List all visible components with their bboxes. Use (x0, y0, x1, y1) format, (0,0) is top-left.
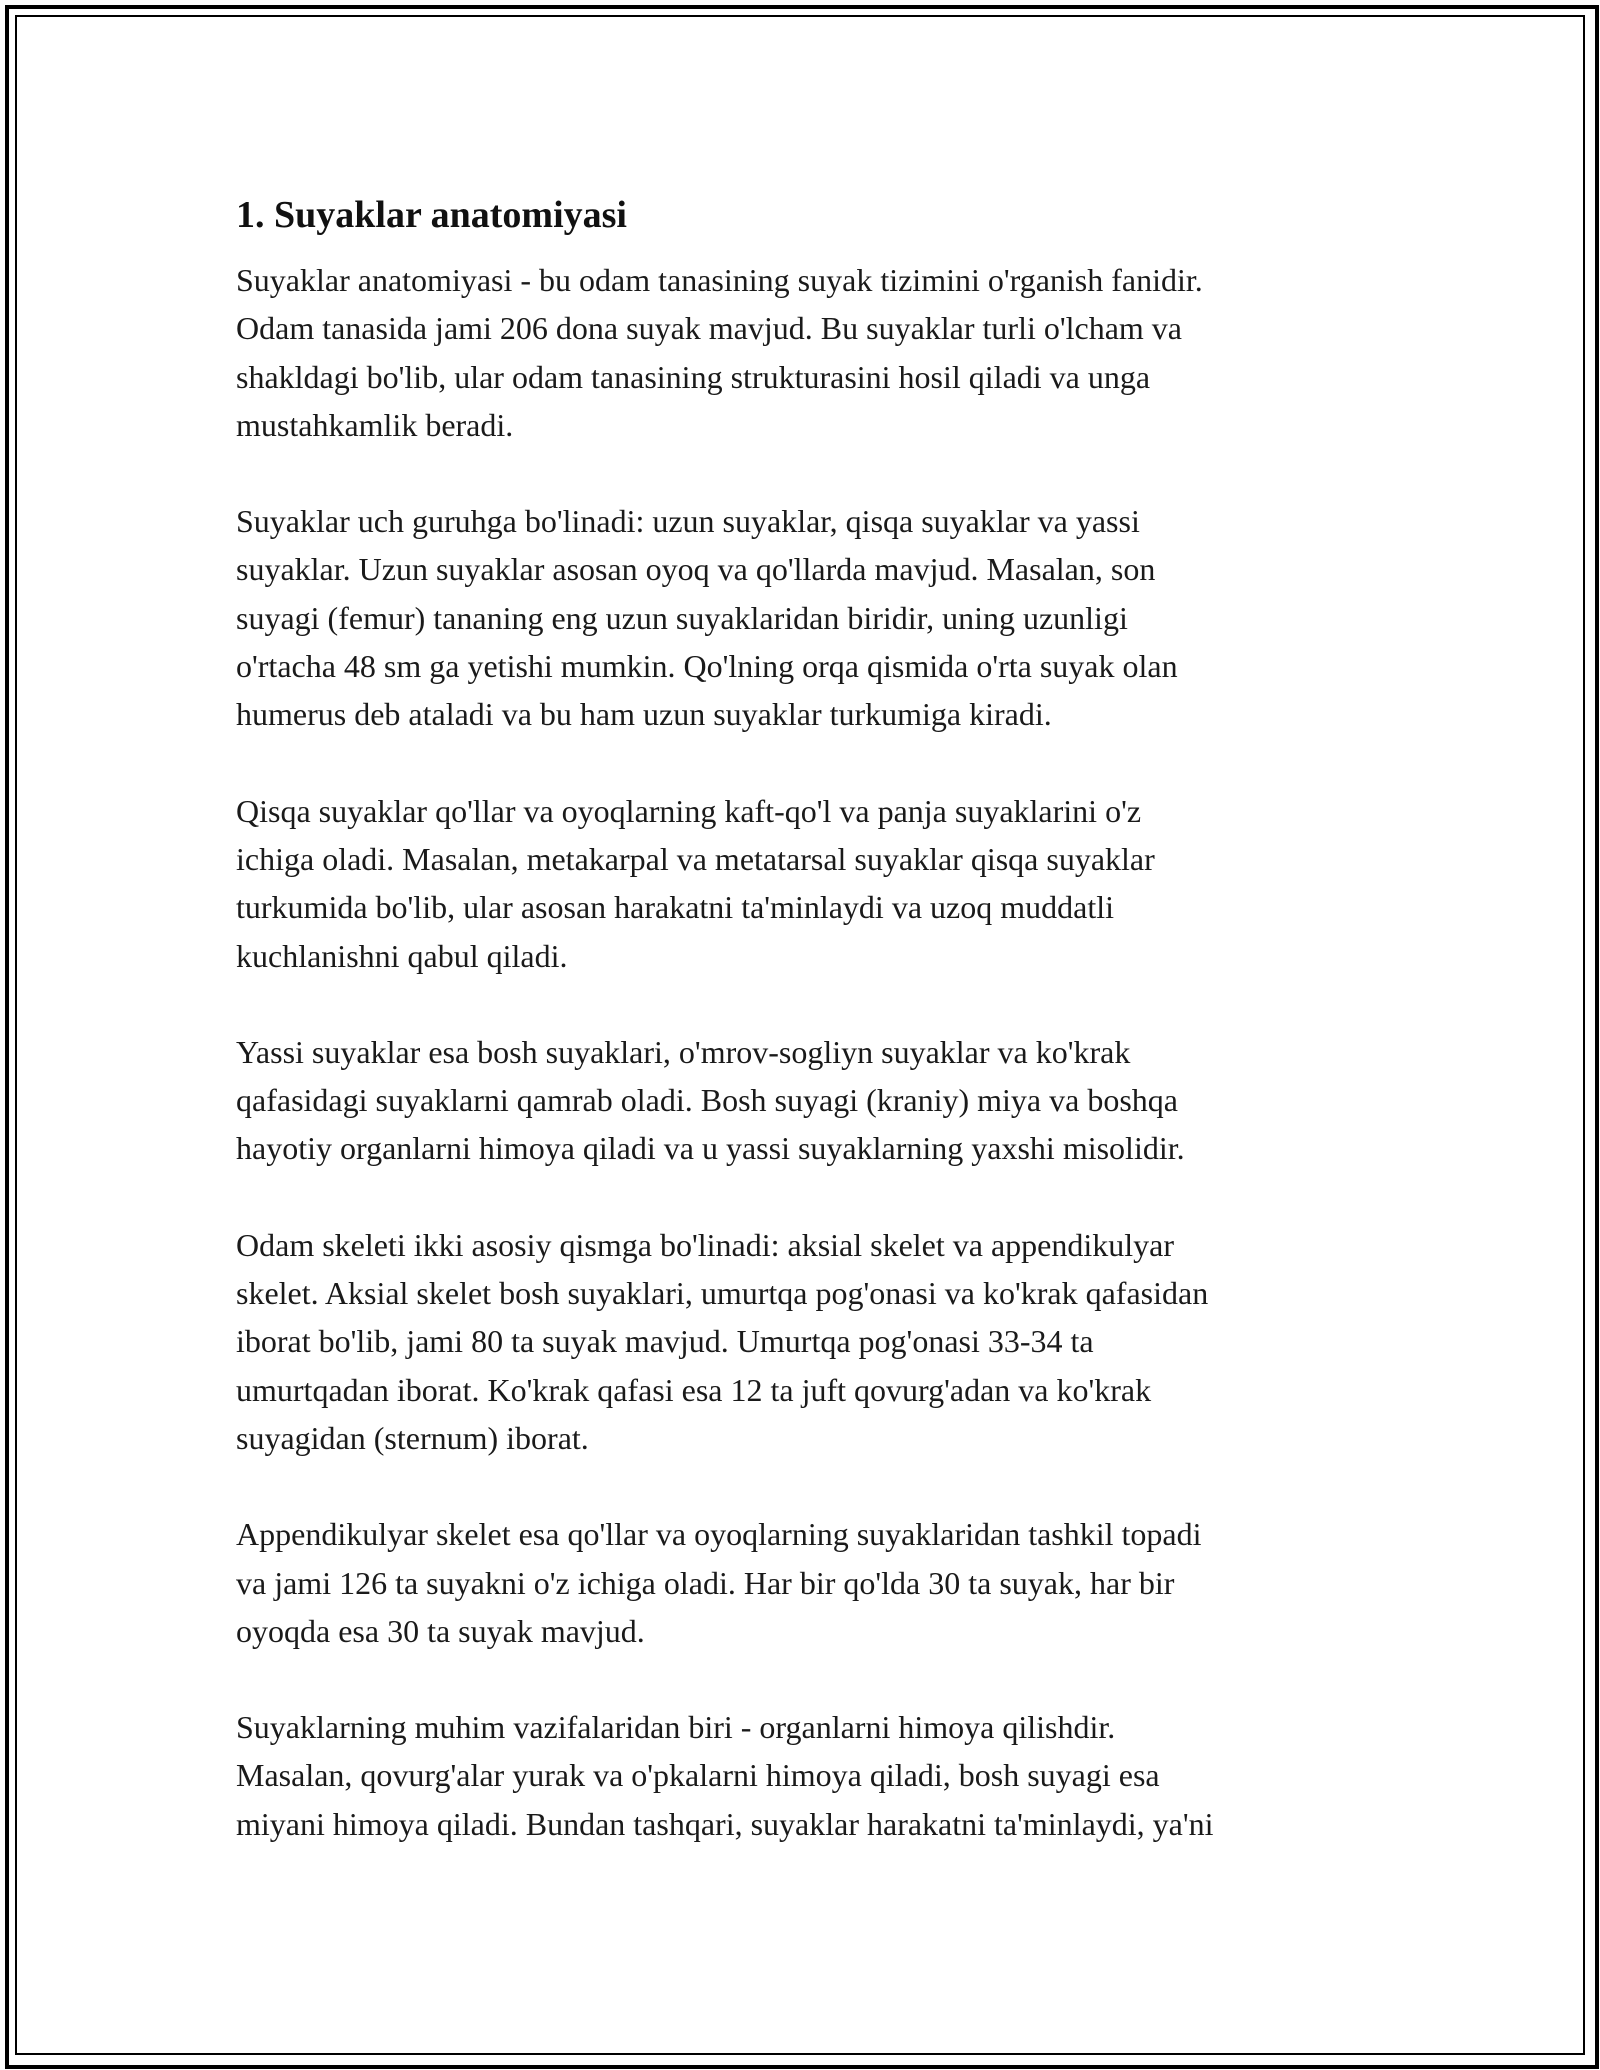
paragraph (236, 1703, 1376, 1848)
paragraph (236, 787, 1376, 980)
text-line: Suyaklarning muhim vazifalaridan biri - organlarni himoya qilishdir. (236, 1709, 1116, 1746)
text-line: suyagi (femur) tananing eng uzun suyaklaridan biridir, uning uzunligi (236, 599, 1128, 636)
text-line: Odam tanasida jami 206 dona suyak mavjud. Bu suyaklar turli o'lcham va (236, 310, 1182, 347)
paragraph (236, 1510, 1376, 1655)
paragraph-list (236, 256, 1376, 1848)
text-line: Appendikulyar skelet esa qo'llar va oyoqlarning suyaklaridan tashkil topadi (236, 1516, 1202, 1553)
text-line: ichiga oladi. Masalan, metakarpal va metatarsal suyaklar qisqa suyaklar (236, 840, 1155, 877)
text-line: mustahkamlik beradi. (236, 406, 514, 443)
text-line: skelet. Aksial skelet bosh suyaklari, umurtqa pog'onasi va ko'krak qafasidan (236, 1275, 1209, 1312)
text-line: Yassi suyaklar esa bosh suyaklari, o'mrov-sogliyn suyaklar va ko'krak (236, 1033, 1131, 1070)
text-line: oyoqda esa 30 ta suyak mavjud. (236, 1612, 645, 1649)
paragraph (236, 497, 1376, 738)
text-line: hayotiy organlarni himoya qiladi va u yassi suyaklarning yaxshi misolidir. (236, 1130, 1185, 1167)
paragraph (236, 1221, 1376, 1462)
text-line: Suyaklar uch guruhga bo'linadi: uzun suyaklar, qisqa suyaklar va yassi (236, 503, 1140, 540)
text-line: turkumida bo'lib, ular asosan harakatni ta'minlaydi va uzoq muddatli (236, 889, 1114, 926)
text-line: humerus deb ataladi va bu ham uzun suyaklar turkumiga kiradi. (236, 696, 1052, 733)
text-line: va jami 126 ta suyakni o'z ichiga oladi. Har bir qo'lda 30 ta suyak, har bir (236, 1564, 1175, 1601)
paragraph (236, 256, 1376, 449)
paragraph (236, 1028, 1376, 1173)
text-line: Suyaklar anatomiyasi - bu odam tanasining suyak tizimini o'rganish fanidir. (236, 262, 1203, 298)
text-line: Qisqa suyaklar qo'llar va oyoqlarning kaft-qo'l va panja suyaklarini o'z (236, 792, 1142, 829)
text-line: qafasidagi suyaklarni qamrab oladi. Bosh suyagi (kraniy) miya va boshqa (236, 1082, 1178, 1119)
text-line: o'rtacha 48 sm ga yetishi mumkin. Qo'lning orqa qismida o'rta suyak olan (236, 648, 1178, 685)
text-line: Odam skeleti ikki asosiy qismga bo'linadi: aksial skelet va appendikulyar (236, 1226, 1175, 1263)
document-body (236, 190, 1376, 1848)
text-line: suyagidan (sternum) iborat. (236, 1419, 589, 1456)
section-title: 1. Suyaklar anatomiyasi (236, 194, 627, 236)
text-line: miyani himoya qiladi. Bundan tashqari, suyaklar harakatni ta'minlaydi, ya'ni (236, 1805, 1214, 1842)
text-line: umurtqadan iborat. Ko'krak qafasi esa 12 ta juft qovurg'adan va ko'krak (236, 1371, 1152, 1408)
text-line: iborat bo'lib, jami 80 ta suyak mavjud. Umurtqa pog'onasi 33-34 ta (236, 1323, 1094, 1360)
text-line: suyaklar. Uzun suyaklar asosan oyoq va qo'llarda mavjud. Masalan, son (236, 551, 1156, 588)
text-line: shakldagi bo'lib, ular odam tanasining strukturasini hosil qiladi va unga (236, 358, 1151, 395)
text-line: Masalan, qovurg'alar yurak va o'pkalarni himoya qiladi, bosh suyagi esa (236, 1757, 1160, 1794)
text-line: kuchlanishni qabul qiladi. (236, 937, 568, 974)
